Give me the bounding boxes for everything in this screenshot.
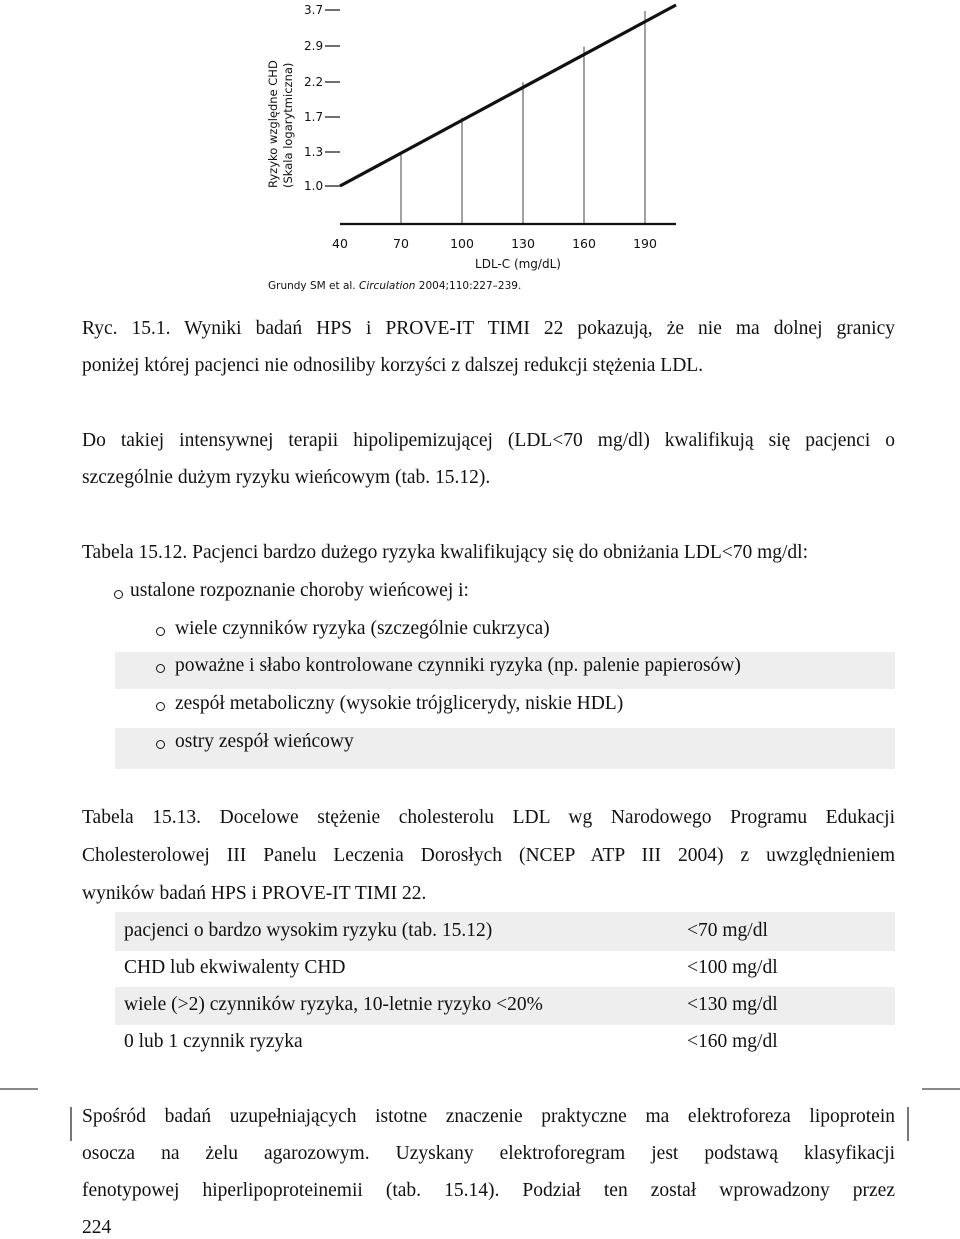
y-axis-title-line1: Ryzyko względne CHD [266, 60, 280, 188]
x-tick-label: 70 [393, 236, 409, 251]
paragraph2-line1: Spośród badań uzupełniających istotne znaczenie praktyczne ma elektroforeza lipoprotein [82, 1106, 895, 1127]
y-tick-label: 2.9 [304, 39, 324, 53]
table-15-13-group: pacjenci o bardzo wysokim ryzyku (tab. 15.12) [124, 920, 493, 941]
table-15-12-sub-item: wiele czynników ryzyka (szczególnie cukrzyca) [175, 618, 550, 639]
chart-source [268, 280, 521, 292]
page-divider-left [0, 1088, 38, 1090]
figure-caption-line1 [82, 318, 895, 340]
y-axis-title-line2: (Skala logarytmiczna) [281, 62, 295, 188]
x-tick-label: 40 [332, 236, 348, 251]
figure-caption-line2: poniżej której pacjenci nie odnosiliby korzyści z dalszej redukcji stężenia LDL. [82, 355, 704, 376]
paragraph2-line2: osocza na żelu agarozowym. Uzyskany elektroforegram jest podstawą klasyfikacji [82, 1143, 895, 1164]
table-15-13-group: CHD lub ekwiwalenty CHD [124, 957, 346, 978]
table-15-12-sub-item: zespół metaboliczny (wysokie trójglicerydy, niskie HDL) [175, 693, 624, 714]
source-journal: Circulation [358, 280, 416, 292]
x-tick-label: 160 [572, 236, 596, 251]
table-15-13-group: 0 lub 1 czynnik ryzyka [124, 1031, 303, 1052]
table-15-13-target: <160 mg/dl [687, 1031, 778, 1052]
source-author: Grundy SM et al. [268, 280, 359, 292]
y-tick-label: 1.0 [304, 179, 324, 193]
table-15-12-main-item: ustalone rozpoznanie choroby wieńcowej i: [130, 580, 469, 601]
table-15-13-title-line2: Cholesterolowej III Panelu Leczenia Dorosłych (NCEP ATP III 2004) z uwzględnieniem [82, 845, 895, 866]
table-15-12-sub-item: ostry zespół wieńcowy [175, 731, 354, 752]
table-15-12-sub-item: poważne i słabo kontrolowane czynniki ryzyka (np. palenie papierosów) [175, 655, 741, 676]
table-15-13-target: <70 mg/dl [687, 920, 768, 941]
y-axis-ticks [304, 3, 340, 193]
y-axis-title [266, 60, 295, 188]
figure-label: Ryc. 15.1. [82, 318, 171, 339]
bullet-icon [156, 740, 165, 749]
x-axis-title: LDL-C (mg/dL) [475, 257, 561, 271]
risk-line [340, 5, 676, 186]
x-tick-label: 130 [511, 236, 535, 251]
table-15-13-target: <100 mg/dl [687, 957, 778, 978]
table-15-13-title-line1: Tabela 15.13. Docelowe stężenie cholesterolu LDL wg Narodowego Programu Edukacji [82, 807, 895, 828]
y-tick-label: 3.7 [304, 3, 324, 17]
source-ref: 2004;110:227–239. [415, 280, 522, 292]
margin-mark-right [907, 1107, 909, 1141]
table-15-12-title: Tabela 15.12. Pacjenci bardzo dużego ryzyka kwalifikujący się do obniżania LDL<70 mg/dl: [82, 542, 809, 563]
x-axis-ticks [332, 236, 657, 251]
y-tick-label: 2.2 [304, 75, 324, 89]
bullet-icon [114, 590, 123, 599]
page-divider-right [922, 1088, 960, 1090]
paragraph1-line1: Do takiej intensywnej terapii hipolipemizującej (LDL<70 mg/dl) kwalifikują się pacjenci o [82, 430, 895, 451]
paragraph1-line2: szczególnie dużym ryzyku wieńcowym (tab. 15.12). [82, 467, 491, 488]
bullet-icon [156, 664, 165, 673]
ldl-risk-chart [0, 0, 960, 300]
figure-caption-text: Wyniki badań HPS i PROVE-IT TIMI 22 pokazują, że nie ma dolnej granicy [184, 318, 895, 339]
y-tick-label: 1.3 [304, 145, 324, 159]
paragraph2-line3: fenotypowej hiperlipoproteinemii (tab. 15.14). Podział ten został wprowadzony przez [82, 1180, 895, 1201]
table-15-13-title-line3: wyników badań HPS i PROVE-IT TIMI 22. [82, 883, 427, 904]
table-15-13-group: wiele (>2) czynników ryzyka, 10-letnie ryzyko <20% [124, 994, 543, 1015]
bullet-icon [156, 702, 165, 711]
bullet-icon [156, 627, 165, 636]
x-tick-label: 100 [450, 236, 474, 251]
x-tick-label: 190 [633, 236, 657, 251]
page-number: 224 [82, 1217, 112, 1238]
table-15-13-target: <130 mg/dl [687, 994, 778, 1015]
margin-mark-left [70, 1107, 72, 1141]
y-tick-label: 1.7 [304, 110, 324, 124]
